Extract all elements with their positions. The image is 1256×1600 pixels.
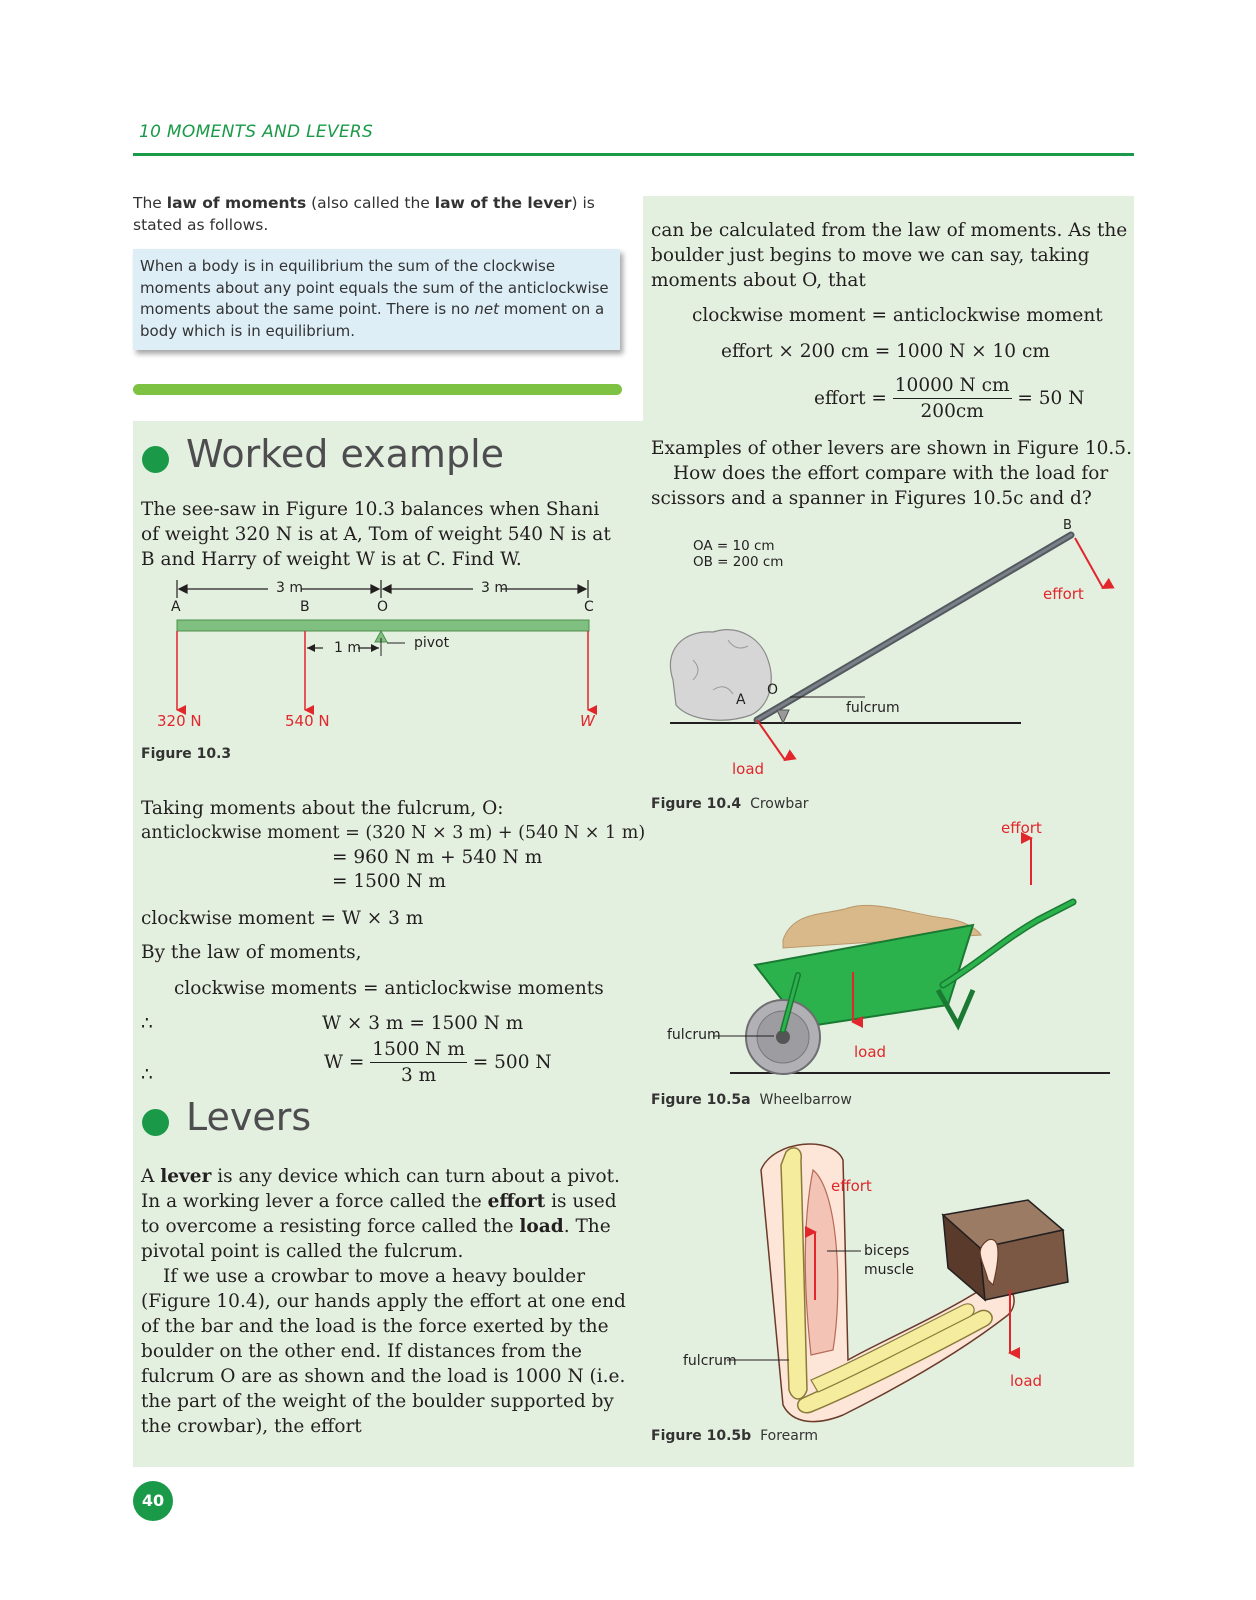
solution-line-4: = 1500 N m <box>332 871 446 892</box>
force-b-label: 540 N <box>285 712 330 730</box>
point-a-label: A <box>171 599 181 615</box>
figure-10-5a-caption: Figure 10.5a Wheelbarrow <box>651 1092 852 1108</box>
wheelbarrow-effort-label: effort <box>1001 819 1042 837</box>
equation-2: effort × 200 cm = 1000 N × 10 cm <box>721 341 1050 362</box>
crowbar-b-label: B <box>1063 518 1072 533</box>
crowbar-a-label: A <box>736 692 746 708</box>
law-statement: When a body is in equilibrium the sum of the clockwise moments about any point equals the sum of the anticlockwise moments about the same point. There is no net moment on a body which is in equilibrium. <box>140 257 609 340</box>
solution-line-5: clockwise moment = W × 3 m <box>141 908 424 929</box>
therefore-symbol-2: ∴ <box>141 1064 153 1085</box>
solution-line-1: Taking moments about the fulcrum, O: <box>141 798 504 819</box>
chapter-title: 10 MOMENTS AND LEVERS <box>139 122 374 142</box>
crowbar-effort-label: effort <box>1043 585 1084 603</box>
solution-line-7: clockwise moments = anticlockwise moments <box>174 978 604 999</box>
load-arrow <box>757 720 785 760</box>
fulcrum-wedge <box>777 710 789 723</box>
dist-label-1: 3 m <box>276 580 303 596</box>
solution-line-6: By the law of moments, <box>141 942 362 963</box>
section-divider <box>133 384 622 395</box>
force-a-label: 320 N <box>157 712 202 730</box>
pivot-label: pivot <box>414 635 450 651</box>
force-c-label: W <box>580 712 595 730</box>
figure-10-5b-caption: Figure 10.5b Forearm <box>651 1428 819 1444</box>
right-para-3: How does the effort compare with the load for scissors and a spanner in Figures 10.5c and d? <box>651 463 1109 509</box>
wheelbarrow-fulcrum-label: fulcrum <box>667 1027 721 1043</box>
levers-para-2: If we use a crowbar to move a heavy boulder (Figure 10.4), our hands apply the effort at one end of the bar and the load is the force exerted by the boulder on the other end. If distances from the fulcrum O are as shown and the load is 1000 N (i.e. the part of the weight of the boulder supported by the crowbar), the effort <box>141 1266 626 1437</box>
forearm-muscle-label: muscle <box>864 1262 915 1278</box>
heading-bullet-icon <box>142 1109 169 1136</box>
point-b-label: B <box>300 599 310 615</box>
boulder <box>670 630 771 720</box>
therefore-symbol-1: ∴ <box>141 1013 153 1034</box>
page-number: 40 <box>133 1481 173 1521</box>
equation-3: effort = $\frac{\text{10000 N cm}}{200cm}$ = 50 N <box>814 375 1085 422</box>
wheelbarrow-load-label: load <box>854 1043 887 1061</box>
crowbar-oa-label: OA = 10 cm <box>693 538 775 554</box>
effort-arrow <box>1075 538 1103 588</box>
solution-line-3: = 960 N m + 540 N m <box>332 847 543 868</box>
figure-10-4-caption: Figure 10.4 Crowbar <box>651 796 809 812</box>
solution-line-2: anticlockwise moment = (320 N × 3 m) + (540 N × 1 m) <box>141 823 646 843</box>
crowbar-ob-label: OB = 200 cm <box>693 554 784 570</box>
solution-line-9: W = $\frac{\text{1500 N m}}{3 m}$ = 500 N <box>324 1039 552 1086</box>
crowbar-o-label: O <box>767 682 779 698</box>
figure-10-3-caption: Figure 10.3 <box>141 746 232 762</box>
right-para-2: Examples of other levers are shown in Figure 10.5. <box>651 438 1132 459</box>
dist-label-3: 1 m <box>334 640 361 656</box>
levers-heading: Levers <box>186 1095 312 1139</box>
header-rule <box>133 153 1134 156</box>
heading-bullet-icon <box>142 446 169 473</box>
crowbar-fulcrum-label: fulcrum <box>846 700 900 716</box>
forearm-effort-label: effort <box>831 1177 872 1195</box>
solution-line-8: W × 3 m = 1500 N m <box>322 1013 524 1034</box>
dimension-lines <box>177 580 588 598</box>
worked-example-problem: The see-saw in Figure 10.3 balances when Shani of weight 320 N is at A, Tom of weight 540 N is at B and Harry of weight W is at C. Find W. <box>141 499 611 570</box>
forearm-load-label: load <box>1010 1372 1043 1390</box>
forearm-fulcrum-label: fulcrum <box>683 1353 737 1369</box>
seesaw-beam <box>177 620 589 631</box>
right-para-1: can be calculated from the law of moments. As the boulder just begins to move we can say, taking moments about O, that <box>651 220 1128 291</box>
worked-example-heading: Worked example <box>186 432 505 476</box>
forearm-figure <box>643 1140 1134 1430</box>
point-c-label: C <box>584 599 594 615</box>
intro-text: The law of moments (also called the law of the lever) is stated as follows. <box>133 194 595 234</box>
forearm-biceps-label: biceps <box>864 1243 910 1259</box>
levers-para-1: A lever is any device which can turn about a pivot. In a working lever a force called the effort is used to overcome a resisting force called the load. The pivotal point is called the fulcrum. <box>141 1166 620 1262</box>
crowbar-load-label: load <box>732 760 765 778</box>
dist-label-2: 3 m <box>481 580 508 596</box>
equation-1: clockwise moment = anticlockwise moment <box>692 305 1103 326</box>
point-o-label: O <box>377 599 389 615</box>
